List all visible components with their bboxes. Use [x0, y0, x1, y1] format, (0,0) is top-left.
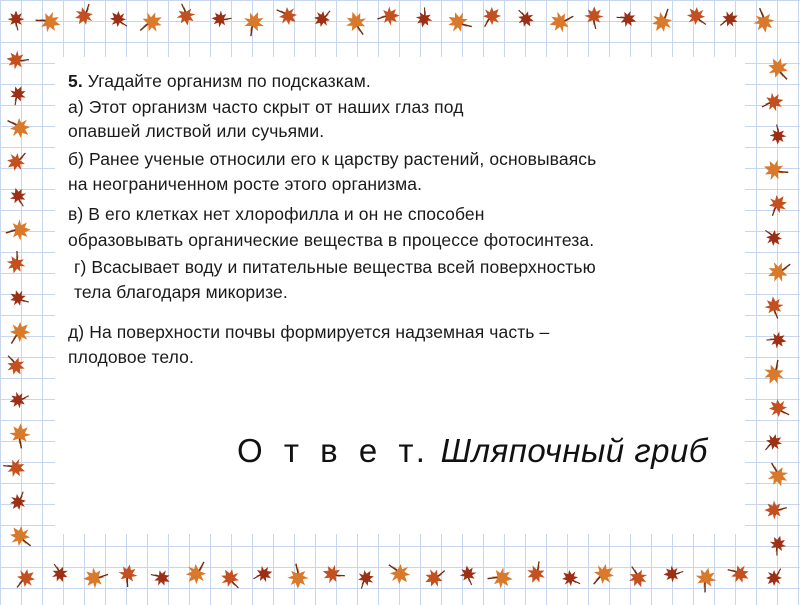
maple-leaf-icon	[476, 2, 505, 32]
maple-leaf-icon	[71, 0, 99, 29]
maple-leaf-icon	[8, 389, 31, 410]
maple-leaf-icon	[760, 224, 786, 250]
maple-leaf-icon	[6, 83, 30, 108]
maple-leaf-icon	[8, 423, 31, 449]
task-number: 5.	[68, 71, 83, 91]
maple-leaf-icon	[48, 560, 71, 585]
maple-leaf-icon	[421, 564, 450, 591]
maple-leaf-icon	[82, 566, 109, 590]
maple-leaf-icon	[106, 7, 132, 33]
hint-line: образовывать органические вещества в процессе фотосинтеза.	[68, 230, 595, 250]
maple-leaf-icon	[6, 488, 32, 514]
hint-line: опавшей листвой или сучьями.	[68, 121, 325, 141]
maple-leaf-icon	[320, 562, 347, 587]
hint-line: тела благодаря микоризе.	[74, 282, 288, 302]
maple-leaf-icon	[647, 4, 679, 37]
maple-leaf-icon	[716, 8, 741, 32]
maple-leaf-icon	[174, 2, 197, 27]
maple-leaf-icon	[513, 5, 538, 31]
maple-leaf-icon	[383, 556, 416, 589]
maple-leaf-icon	[3, 147, 32, 176]
maple-leaf-icon	[5, 521, 37, 554]
maple-leaf-icon	[251, 564, 275, 586]
maple-leaf-icon	[444, 8, 476, 39]
answer	[237, 432, 708, 470]
maple-leaf-icon	[1, 350, 29, 379]
maple-leaf-icon	[6, 286, 32, 311]
maple-leaf-icon	[287, 564, 309, 589]
maple-leaf-icon	[487, 566, 514, 590]
hint-line: д) На поверхности почвы формируется надземная часть –	[68, 322, 550, 342]
maple-leaf-icon	[458, 564, 478, 586]
content-card	[55, 57, 745, 534]
answer-label: О т в е т.	[237, 432, 431, 469]
maple-leaf-icon	[764, 459, 792, 489]
maple-leaf-icon	[625, 563, 651, 591]
maple-leaf-icon	[663, 565, 684, 583]
maple-leaf-icon	[5, 219, 31, 241]
maple-leaf-icon	[558, 566, 584, 592]
maple-leaf-icon	[414, 6, 435, 29]
maple-leaf-icon	[692, 565, 718, 594]
maple-leaf-icon	[217, 565, 245, 594]
maple-leaf-icon	[764, 257, 795, 286]
maple-leaf-icon	[769, 124, 787, 145]
maple-leaf-icon	[763, 191, 792, 220]
maple-leaf-icon	[767, 534, 789, 558]
maple-leaf-icon	[760, 156, 791, 184]
maple-leaf-icon	[7, 10, 24, 30]
task-heading	[68, 69, 371, 93]
maple-leaf-icon	[148, 565, 174, 589]
maple-leaf-icon	[7, 185, 29, 209]
maple-leaf-icon	[181, 556, 214, 589]
hint-line: в) В его клетках нет хлорофилла и он не способен	[68, 204, 485, 224]
maple-leaf-icon	[751, 6, 776, 34]
maple-leaf-icon	[272, 1, 302, 30]
maple-leaf-icon	[353, 566, 378, 592]
maple-leaf-icon	[1, 455, 29, 481]
maple-leaf-icon	[10, 565, 40, 594]
hint-line: а) Этот организм часто скрыт от наших глаз под	[68, 97, 464, 117]
hint-line: г) Всасывает воду и питательные вещества всей поверхностью	[74, 257, 596, 277]
maple-leaf-icon	[211, 10, 233, 29]
maple-leaf-icon	[33, 8, 63, 35]
maple-leaf-icon	[763, 53, 794, 85]
maple-leaf-icon	[116, 563, 139, 589]
maple-leaf-icon	[2, 317, 35, 350]
maple-leaf-icon	[239, 8, 268, 39]
maple-leaf-icon	[2, 111, 35, 143]
answer-value: Шляпочный гриб	[440, 432, 708, 469]
hint-line: б) Ранее ученые относили его к царству растений, основываясь	[68, 149, 597, 169]
maple-leaf-icon	[615, 7, 639, 29]
maple-leaf-icon	[342, 8, 371, 39]
maple-leaf-icon	[377, 6, 401, 27]
maple-leaf-icon	[547, 8, 576, 35]
maple-leaf-icon	[764, 500, 787, 520]
maple-leaf-icon	[5, 49, 30, 71]
maple-leaf-icon	[760, 430, 786, 455]
maple-leaf-icon	[682, 2, 711, 32]
maple-leaf-icon	[724, 559, 753, 587]
maple-leaf-icon	[760, 357, 790, 389]
maple-leaf-icon	[586, 559, 619, 591]
maple-leaf-icon	[763, 295, 785, 320]
maple-leaf-icon	[759, 90, 785, 114]
maple-leaf-icon	[523, 558, 550, 586]
task-title: Угадайте организм по подсказкам.	[87, 71, 371, 91]
hint-line: на неограниченном росте этого организма.	[68, 174, 423, 194]
maple-leaf-icon	[310, 5, 336, 31]
maple-leaf-icon	[134, 8, 166, 38]
maple-leaf-icon	[764, 394, 794, 423]
maple-leaf-icon	[762, 564, 788, 590]
maple-leaf-icon	[4, 249, 28, 275]
maple-leaf-icon	[765, 330, 787, 350]
maple-leaf-icon	[584, 6, 604, 29]
hint-line: плодовое тело.	[68, 347, 194, 367]
